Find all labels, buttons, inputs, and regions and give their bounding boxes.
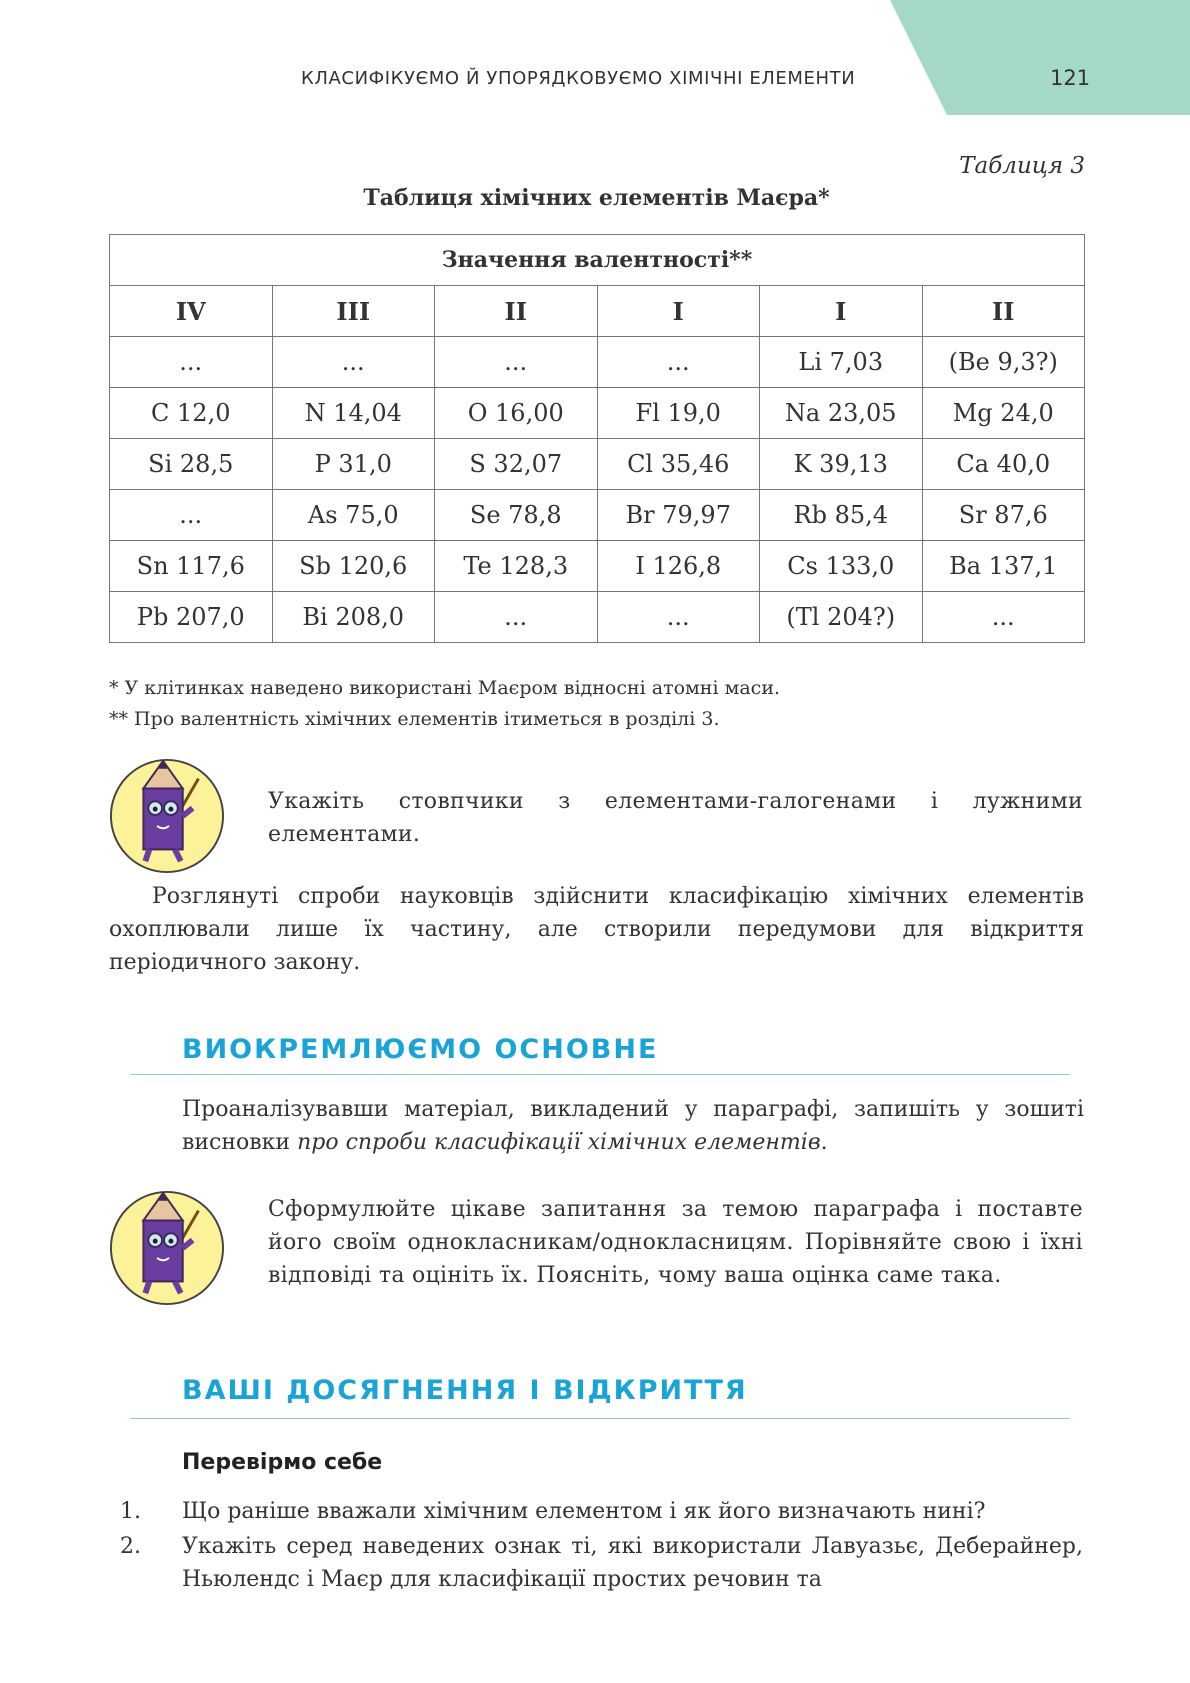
conclusions-italic: про спроби класифікації хімічних елементів — [297, 1130, 821, 1155]
table-cell: ... — [110, 490, 273, 541]
table-cell: Ca 40,0 — [922, 439, 1085, 490]
table-cell: (Be 9,3?) — [922, 337, 1085, 388]
table-cell: O 16,00 — [435, 388, 598, 439]
table-row — [110, 439, 1085, 490]
question-number: 1. — [120, 1499, 141, 1524]
pencil-mascot-icon — [108, 1189, 226, 1307]
table-cell: Se 78,8 — [435, 490, 598, 541]
table-cell: N 14,04 — [272, 388, 435, 439]
table-cell: I 126,8 — [597, 541, 760, 592]
list-item — [120, 1495, 1083, 1528]
table-row — [110, 490, 1085, 541]
table-cell: (Tl 204?) — [760, 592, 923, 643]
conclusions-text: Проаналізувавши матеріал, викладений у параграфі, запишіть у зошиті висновки — [182, 1097, 1084, 1155]
valence-column-header: IV — [110, 286, 273, 337]
table-footnote: * У клітинках наведено використані Маєром відносні атомні маси. — [109, 677, 781, 699]
table-row — [110, 541, 1085, 592]
section-heading-achievements: ВАШІ ДОСЯГНЕННЯ І ВІДКРИТТЯ — [182, 1375, 748, 1406]
table-cell: ... — [435, 337, 598, 388]
valence-column-header: II — [435, 286, 598, 337]
self-check-heading: Перевірмо себе — [182, 1450, 383, 1475]
table-row — [110, 592, 1085, 643]
table-cell: Sr 87,6 — [922, 490, 1085, 541]
table-cell: Fl 19,0 — [597, 388, 760, 439]
valence-header: Значення валентності** — [110, 235, 1085, 286]
table-row — [110, 388, 1085, 439]
valence-column-header: II — [922, 286, 1085, 337]
table-cell: ... — [922, 592, 1085, 643]
table-cell: Ba 137,1 — [922, 541, 1085, 592]
table-title: Таблиця хімічних елементів Маєра* — [363, 185, 830, 211]
table-cell: Rb 85,4 — [760, 490, 923, 541]
table-caption: Таблиця 3 — [959, 153, 1085, 179]
table-cell: C 12,0 — [110, 388, 273, 439]
table-cell: Pb 207,0 — [110, 592, 273, 643]
header-tab — [890, 0, 1190, 115]
table-cell: P 31,0 — [272, 439, 435, 490]
table-cell: Br 79,97 — [597, 490, 760, 541]
mayer-element-table — [109, 234, 1085, 643]
table-cell: As 75,0 — [272, 490, 435, 541]
question-text: Що раніше вважали хімічним елементом і як його визначають нині? — [182, 1499, 986, 1524]
table-cell: K 39,13 — [760, 439, 923, 490]
section-divider — [130, 1418, 1070, 1419]
list-item — [120, 1530, 1083, 1596]
chapter-title: КЛАСИФІКУЄМО Й УПОРЯДКОВУЄМО ХІМІЧНІ ЕЛЕМЕНТИ — [301, 68, 856, 89]
page-number: 121 — [1050, 66, 1091, 90]
question-number: 2. — [120, 1534, 141, 1559]
table-cell: Si 28,5 — [110, 439, 273, 490]
table-cell: Cs 133,0 — [760, 541, 923, 592]
question-text: Укажіть серед наведених ознак ті, які використали Лавуазьє, Деберайнер, Ньюлендс і Маєр для класифікації простих речовин та — [182, 1534, 1083, 1592]
table-cell: ... — [597, 592, 760, 643]
table-cell: Mg 24,0 — [922, 388, 1085, 439]
valence-column-header: III — [272, 286, 435, 337]
table-cell: ... — [110, 337, 273, 388]
task-galogens: Укажіть стовпчики з елементами-галогенами і лужними елементами. — [268, 789, 1083, 847]
section-heading-main: ВИОКРЕМЛЮЄМО ОСНОВНЕ — [182, 1034, 659, 1065]
table-cell: ... — [272, 337, 435, 388]
table-cell: ... — [435, 592, 598, 643]
table-cell: Sn 117,6 — [110, 541, 273, 592]
valence-column-header: I — [760, 286, 923, 337]
table-cell: S 32,07 — [435, 439, 598, 490]
table-footnote: ** Про валентність хімічних елементів ітиметься в розділі 3. — [109, 708, 720, 730]
table-cell: Na 23,05 — [760, 388, 923, 439]
table-cell: ... — [597, 337, 760, 388]
summary-paragraph: Розглянуті спроби науковців здійснити класифікацію хімічних елементів охоплювали лише їх частину, але створили передумови для відкриття періодичного закону. — [109, 884, 1084, 975]
table-cell: Cl 35,46 — [597, 439, 760, 490]
table-row — [110, 337, 1085, 388]
task-question: Сформулюйте цікаве запитання за темою параграфа і поставте його своїм однокласникам/однокласницям. Порівняйте свою і їхні відповіді та оцініть їх. Поясніть, чому ваша оцінка саме така. — [268, 1197, 1083, 1288]
table-cell: Bi 208,0 — [272, 592, 435, 643]
table-cell: Te 128,3 — [435, 541, 598, 592]
conclusions-task — [182, 1093, 1084, 1159]
table-cell: Sb 120,6 — [272, 541, 435, 592]
pencil-mascot-icon — [108, 757, 226, 875]
section-divider — [130, 1074, 1070, 1075]
conclusions-end: . — [820, 1130, 828, 1155]
valence-column-header: I — [597, 286, 760, 337]
table-cell: Li 7,03 — [760, 337, 923, 388]
